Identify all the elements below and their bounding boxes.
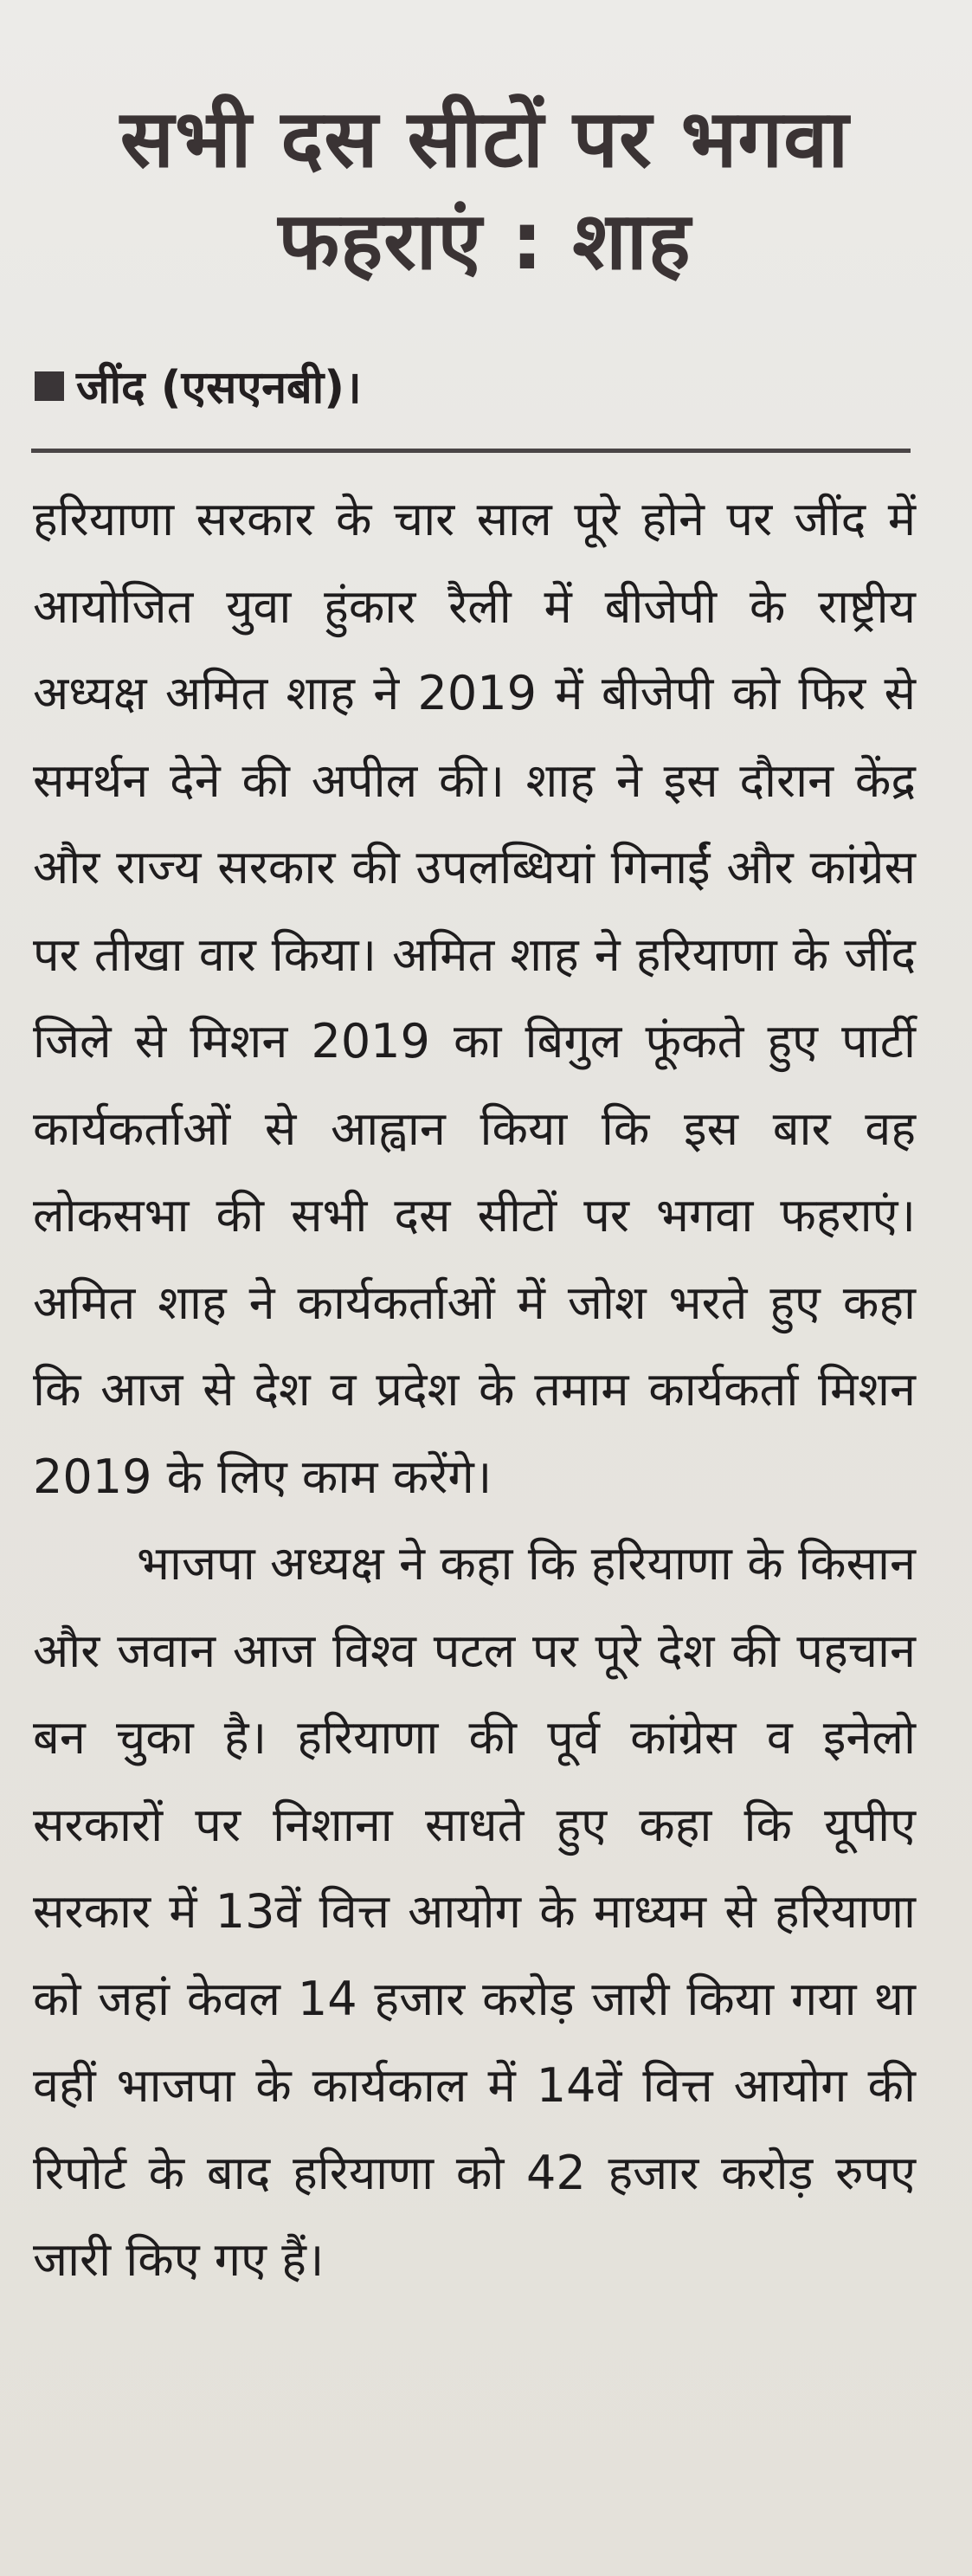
headline: सभी दस सीटों पर भगवा फहराएं : शाह bbox=[119, 92, 850, 287]
dateline bbox=[35, 355, 362, 416]
paragraph-1: हरियाणा सरकार के चार साल पूरे होने पर जींद में आयोजित युवा हुंकार रैली में बीजेपी के राष्ट्रीय अध्यक्ष अमित शाह ने 2019 में बीजेपी को फिर से समर्थन देने की अपील की। शाह ने इस दौरान केंद्र और राज्य सरकार की उपलब्धियां गिनाईं और कांग्रेस पर तीखा वार किया। अमित शाह ने हरियाणा के जींद जिले से मिशन 2019 का बिगुल फूंकते हुए पार्टी कार्यकर्ताओं से आह्वान किया कि इस बार वह लोकसभा की सभी दस सीटों पर भगवा फहराएं। अमित शाह ने कार्यकर्ताओं में जोश भरते हुए कहा कि आज से देश व प्रदेश के तमाम कार्यकर्ता मिशन 2019 के लिए काम करेंगे। bbox=[33, 492, 931, 1504]
square-bullet-icon bbox=[35, 371, 64, 401]
dateline-text: जींद (एसएनबी)। bbox=[76, 362, 362, 414]
paragraph-2: भाजपा अध्यक्ष ने कहा कि हरियाणा के किसान और जवान आज विश्व पटल पर पूरे देश की पहचान बन चुका है। हरियाणा की पूर्व कांग्रेस व इनेलो सरकारों पर निशाना साधते हुए कहा कि यूपीए सरकार में 13वें वित्त आयोग के माध्यम से हरियाणा को जहां केवल 14 हजार करोड़ जारी किया गया था वहीं भाजपा के कार्यकाल में 14वें वित्त आयोग की रिपोर्ट के बाद हरियाणा को 42 हजार करोड़ रुपए जारी किए गए हैं। bbox=[33, 1536, 931, 2287]
article-body bbox=[33, 476, 931, 2304]
divider-rule bbox=[31, 449, 911, 453]
